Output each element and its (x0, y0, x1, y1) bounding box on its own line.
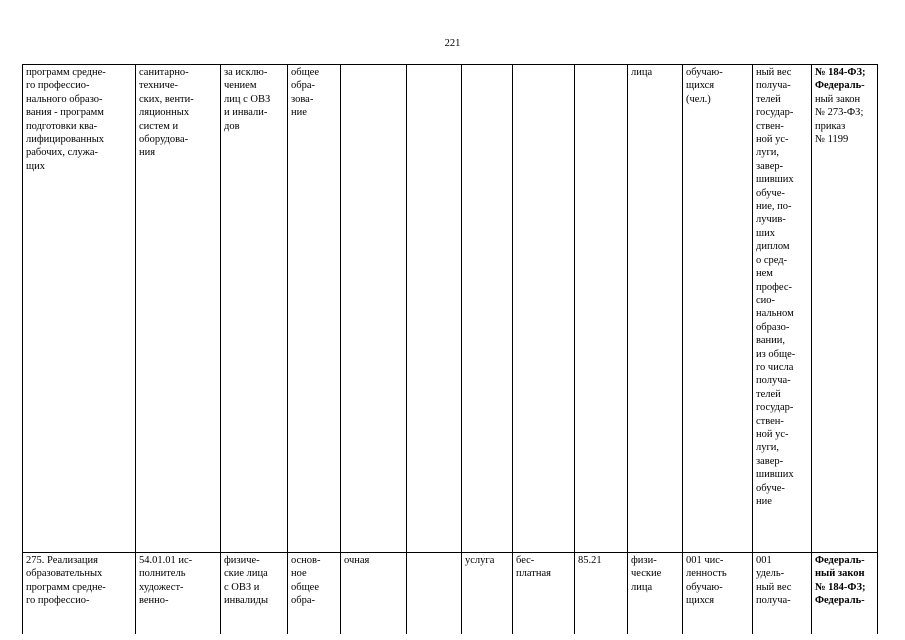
cell-text-line: ствен- (756, 415, 784, 427)
cell-text-line: образо- (756, 321, 790, 333)
table-cell (462, 553, 513, 635)
cell-text-line: программ средне- (26, 581, 106, 593)
cell-text-line: нальном (756, 308, 794, 320)
table-cell (513, 65, 575, 553)
cell-text-line: го профессио- (26, 80, 90, 92)
table-row (23, 65, 878, 553)
cell-text-line: лица (631, 67, 653, 78)
cell-text-line: венно- (139, 595, 169, 607)
cell-text-line: дов (224, 120, 240, 132)
cell-text-line: общее (291, 67, 319, 78)
cell-text-line: лица (631, 581, 653, 593)
cell-text-line: общее (291, 581, 319, 593)
cell-text-line: № 184-ФЗ; (815, 67, 866, 78)
cell-text-line: ния (139, 147, 156, 159)
cell-text-line: подготовки ква- (26, 120, 98, 132)
cell-text-line: лиц с ОВЗ (224, 93, 271, 105)
cell-text-line: о сред- (756, 254, 788, 266)
cell-text-line: зова- (291, 93, 314, 105)
cell-text-line: лифицированных (26, 134, 105, 146)
cell-text-line: завер- (756, 455, 784, 467)
table-cell (288, 553, 341, 635)
cell-text-line: Федераль- (815, 555, 865, 566)
cell-text-line: полнитель (139, 568, 186, 580)
cell-text-line: ный вес (756, 67, 792, 78)
cell-text-line: обра- (291, 80, 315, 92)
cell-text-line: луги, (756, 147, 780, 159)
table-cell (575, 553, 628, 635)
cell-text-line: бес- (516, 555, 535, 566)
cell-text-line: обуче- (756, 482, 785, 494)
cell-text-line: ный закон (815, 568, 865, 580)
cell-text-line: шивших (756, 469, 794, 481)
cell-text-line: телей (756, 93, 781, 105)
cell-text-line: обуче- (756, 187, 785, 199)
cell-text-line: го профессио- (26, 595, 90, 607)
cell-text-line: нем (756, 268, 773, 280)
cell-text-line: ших (756, 227, 775, 239)
table-cell (341, 65, 407, 553)
cell-text-line: образовательных (26, 568, 103, 580)
table-cell (288, 65, 341, 553)
cell-text-line: художест- (139, 581, 184, 593)
cell-text-line: основ- (291, 555, 321, 566)
cell-text-line: физи- (631, 555, 657, 566)
cell-text-line: оборудова- (139, 134, 189, 146)
table-cell (341, 553, 407, 635)
cell-text-line: из обще- (756, 348, 796, 360)
cell-text-line: 85.21 (578, 555, 602, 566)
cell-text-line: ное (291, 568, 307, 580)
cell-text-line: чением (224, 80, 257, 92)
cell-text-line: программ средне- (26, 67, 106, 78)
table-cell (136, 65, 221, 553)
table-cell (221, 65, 288, 553)
table-cell (812, 65, 878, 553)
cell-text-line: щих (26, 160, 45, 172)
cell-text-line: ленность (686, 568, 727, 580)
cell-text-line: нального образо- (26, 93, 103, 105)
table-cell (23, 65, 136, 553)
cell-text-line: щихся (686, 595, 715, 607)
cell-text-line: приказ (815, 120, 846, 132)
cell-text-line: санитарно- (139, 67, 189, 78)
table-cell (683, 553, 753, 635)
table-cell (753, 553, 812, 635)
cell-text-line: телей (756, 388, 781, 400)
cell-text-line: завер- (756, 160, 784, 172)
cell-text-line: ских, венти- (139, 93, 194, 105)
table-cell (407, 553, 462, 635)
cell-text-line: ный вес (756, 581, 792, 593)
cell-text-line: обучаю- (686, 581, 723, 593)
cell-text-line: № 1199 (815, 134, 849, 146)
cell-text-line: ный закон (815, 93, 861, 105)
table-cell (575, 65, 628, 553)
table-cell (23, 553, 136, 635)
cell-text-line: щихся (686, 80, 715, 92)
services-table (22, 64, 878, 634)
table-cell (462, 65, 513, 553)
table-cell (407, 65, 462, 553)
table-cell (812, 553, 878, 635)
table-row (23, 553, 878, 635)
table-cell (136, 553, 221, 635)
cell-text-line: го числа (756, 361, 794, 373)
cell-text-line: сио- (756, 294, 776, 306)
cell-text-line: с ОВЗ и (224, 581, 260, 593)
cell-text-line: вании, (756, 335, 785, 347)
cell-text-line: получа- (756, 595, 791, 607)
cell-text-line: № 184-ФЗ; (815, 581, 866, 593)
cell-text-line: государ- (756, 402, 794, 414)
cell-text-line: (чел.) (686, 93, 711, 105)
cell-text-line: диплом (756, 241, 790, 253)
cell-text-line: физиче- (224, 555, 260, 566)
cell-text-line: шивших (756, 174, 794, 186)
cell-text-line: и инвали- (224, 107, 268, 119)
cell-text-line: № 273-ФЗ; (815, 107, 864, 119)
page-number: 221 (444, 38, 461, 49)
cell-text-line: Федераль- (815, 595, 865, 607)
cell-text-line: луги, (756, 442, 780, 454)
cell-text-line: ной ус- (756, 428, 789, 440)
cell-text-line: 54.01.01 ис- (139, 555, 193, 566)
cell-text-line: ческие (631, 568, 662, 580)
table-cell (683, 65, 753, 553)
cell-text-line: за исклю- (224, 67, 268, 78)
cell-text-line: очная (344, 555, 370, 566)
cell-text-line: рабочих, служа- (26, 147, 99, 159)
cell-text-line: систем и (139, 120, 179, 132)
table-cell (513, 553, 575, 635)
cell-text-line: лучив- (756, 214, 786, 226)
cell-text-line: ние, по- (756, 201, 792, 213)
cell-text-line: получа- (756, 375, 791, 387)
cell-text-line: ной ус- (756, 134, 789, 146)
cell-text-line: 001 (756, 555, 772, 566)
cell-text-line: ние (756, 496, 772, 507)
cell-text-line: 275. Реализация (26, 555, 98, 566)
cell-text-line: ние (291, 107, 307, 119)
table-cell (628, 65, 683, 553)
cell-text-line: инвалиды (224, 595, 269, 607)
cell-text-line: 001 чис- (686, 555, 724, 566)
cell-text-line: Федераль- (815, 80, 865, 92)
cell-text-line: техниче- (139, 80, 179, 92)
table-cell (753, 65, 812, 553)
cell-text-line: услуга (465, 555, 495, 566)
cell-text-line: обучаю- (686, 67, 723, 78)
cell-text-line: вания - программ (26, 107, 104, 119)
cell-text-line: ствен- (756, 120, 784, 132)
cell-text-line: государ- (756, 107, 794, 119)
cell-text-line: получа- (756, 80, 791, 92)
table-cell (221, 553, 288, 635)
cell-text-line: платная (516, 568, 551, 580)
cell-text-line: ляционных (139, 107, 190, 119)
cell-text-line: удель- (756, 568, 785, 580)
cell-text-line: профес- (756, 281, 793, 293)
table-cell (628, 553, 683, 635)
cell-text-line: ские лица (224, 568, 268, 580)
cell-text-line: обра- (291, 595, 315, 607)
